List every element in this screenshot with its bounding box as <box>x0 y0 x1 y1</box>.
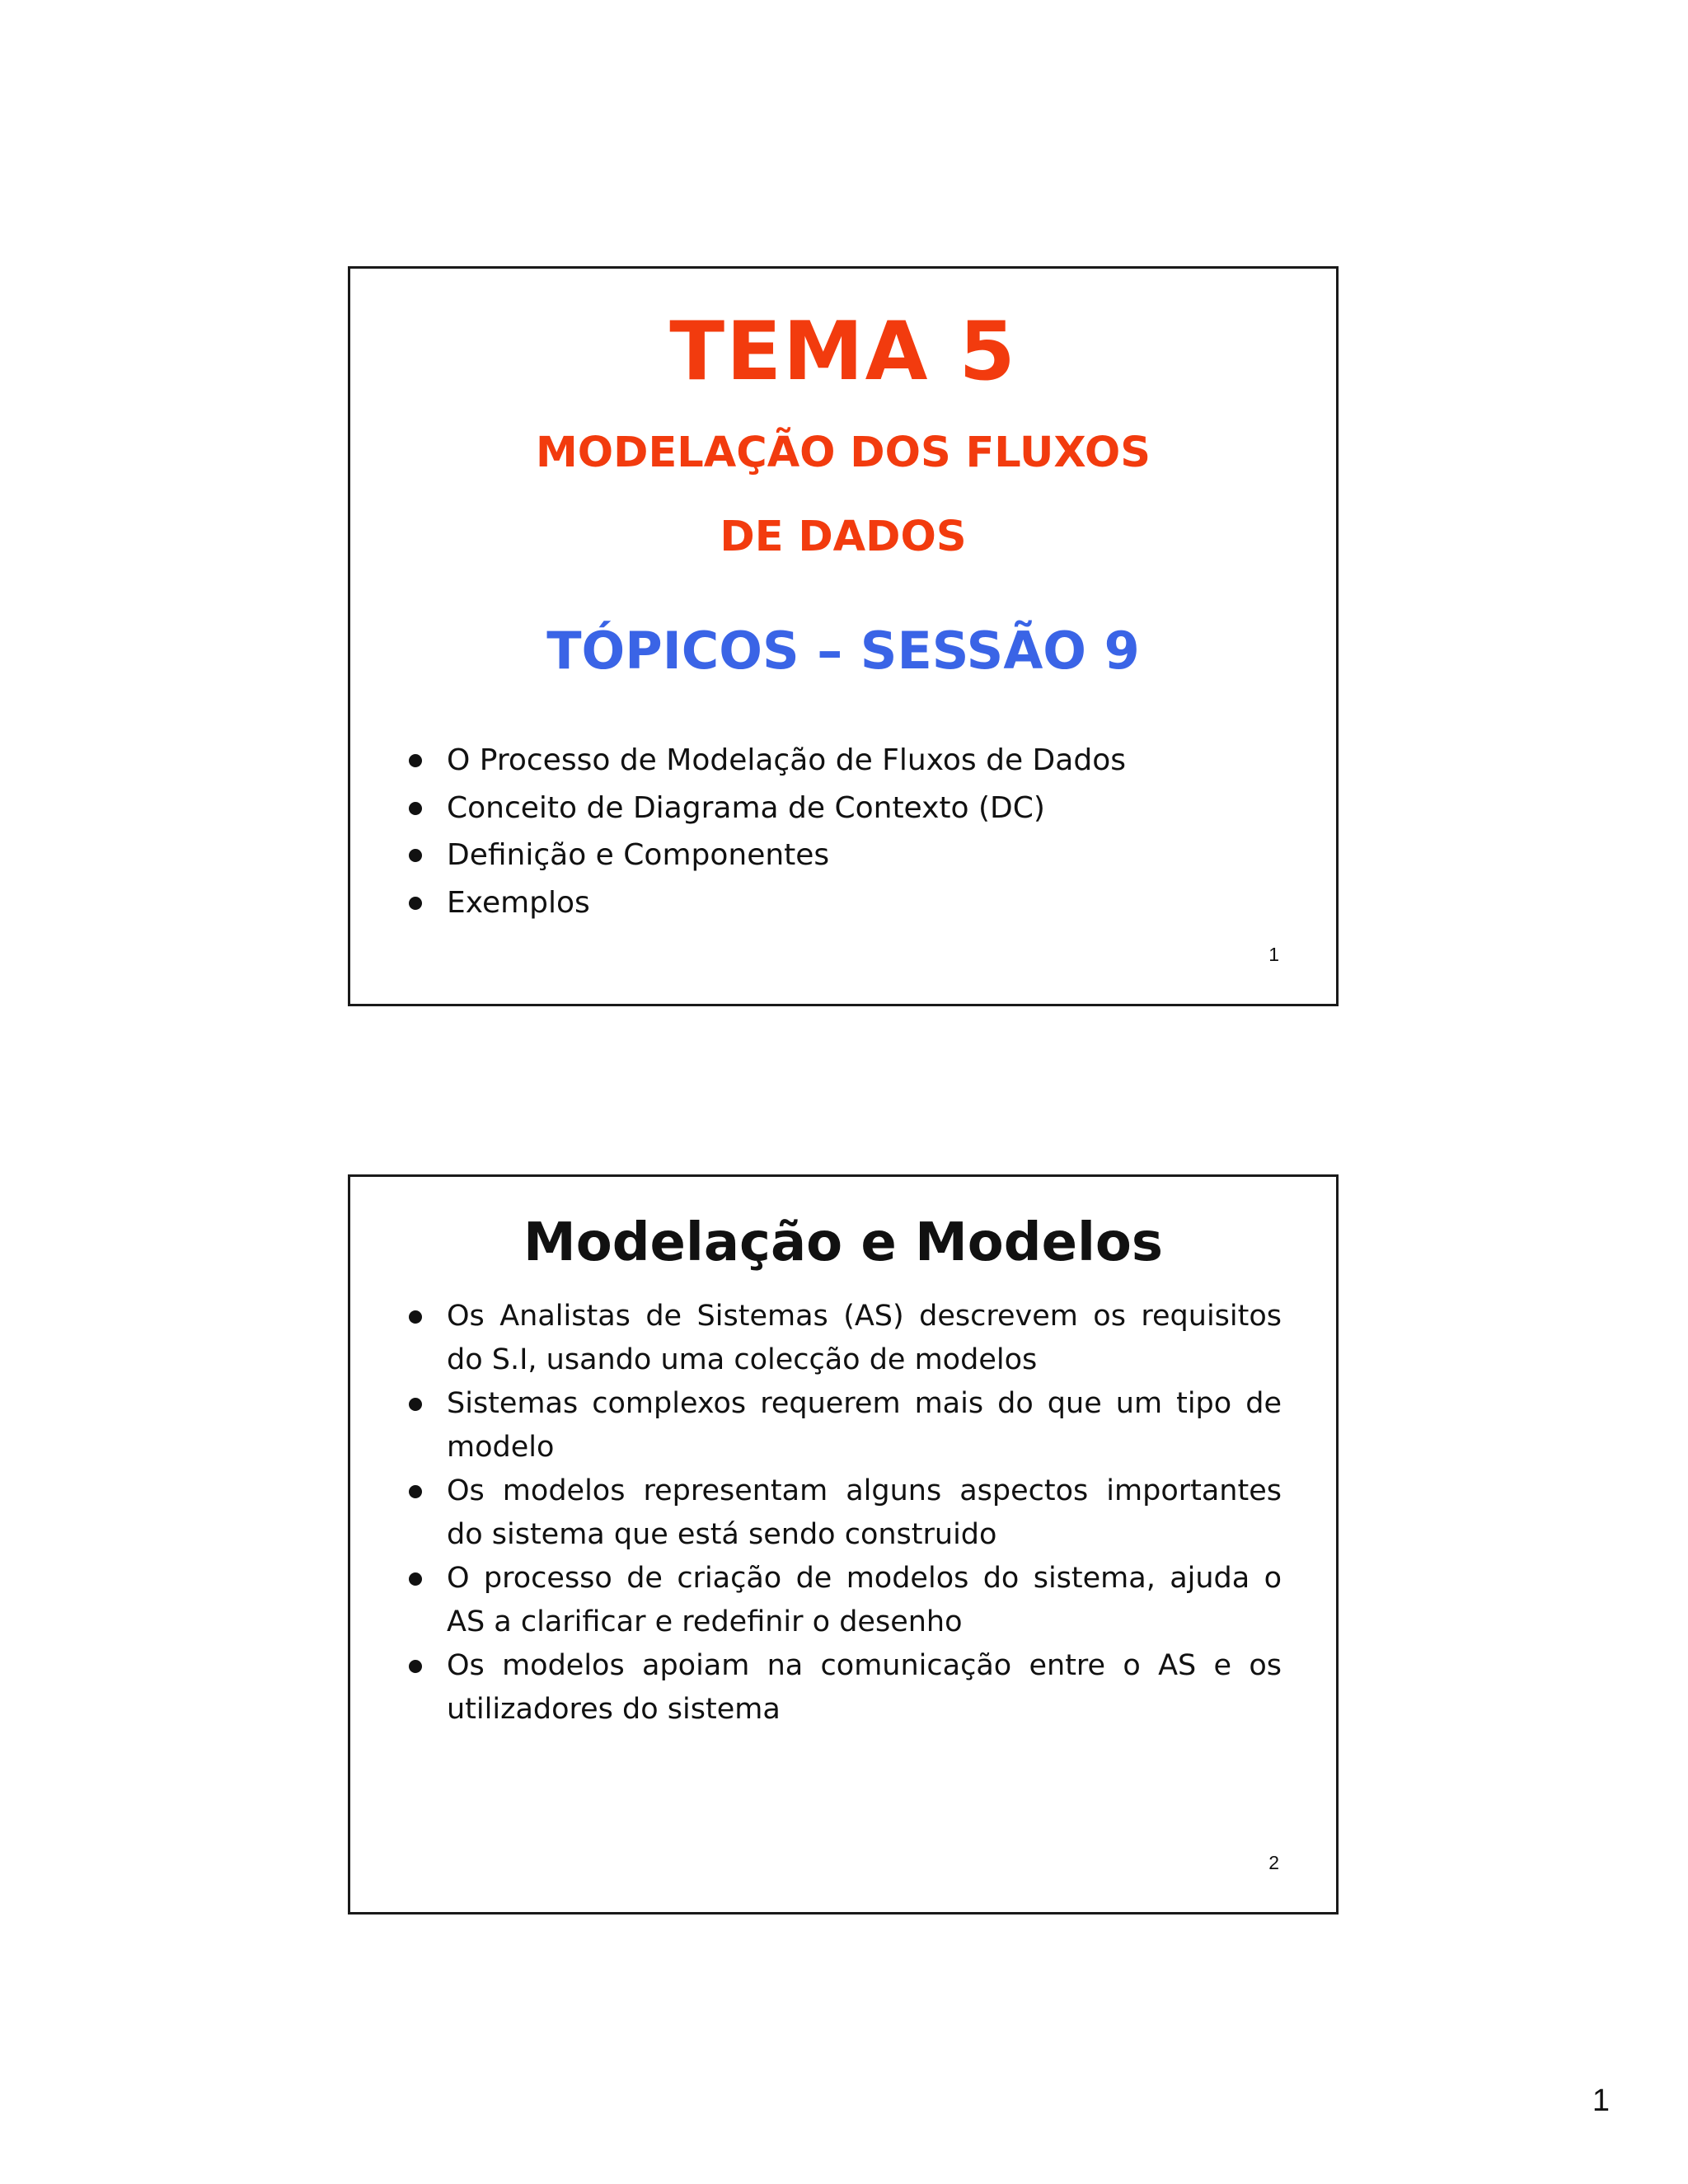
topics-list <box>350 737 1257 926</box>
slide-1 <box>348 266 1339 1006</box>
bullet-icon <box>409 1660 422 1673</box>
list-item <box>350 1469 1282 1557</box>
list-item <box>350 1644 1282 1732</box>
list-item-text: Os modelos apoiam na comunicação entre o AS e os utilizadores do sistema <box>447 1649 1282 1726</box>
bullet-icon <box>409 1310 422 1324</box>
list-item <box>350 1295 1282 1382</box>
slide-2 <box>348 1174 1339 1915</box>
list-item-text: Definição e Componentes <box>447 838 830 872</box>
list-item <box>350 785 1257 832</box>
slide-title: TEMA 5 <box>669 305 1017 399</box>
bullet-list <box>350 1295 1282 1732</box>
list-item-text: Os modelos representam alguns aspectos importantes do sistema que está sendo construido <box>447 1474 1282 1551</box>
bullet-icon <box>409 1572 422 1586</box>
list-item <box>350 879 1257 927</box>
slide-page-number: 1 <box>1268 944 1279 965</box>
list-item <box>350 1557 1282 1644</box>
slide-page-number: 2 <box>1268 1852 1279 1873</box>
bullet-icon <box>409 802 422 815</box>
bullet-icon <box>409 897 422 910</box>
list-item-text: Sistemas complexos requerem mais do que um tipo de modelo <box>447 1387 1282 1464</box>
list-item-text: O Processo de Modelação de Fluxos de Dados <box>447 743 1126 777</box>
list-item-text: O processo de criação de modelos do sistema, ajuda o AS a clarificar e redefinir o desenho <box>447 1562 1282 1638</box>
list-item-text: Conceito de Diagrama de Contexto (DC) <box>447 790 1045 825</box>
list-item-text: Exemplos <box>447 885 590 920</box>
list-item <box>350 737 1257 785</box>
bullet-icon <box>409 849 422 862</box>
list-item <box>350 832 1257 879</box>
list-item-text: Os Analistas de Sistemas (AS) descrevem os requisitos do S.I, usando uma colecção de modelos <box>447 1300 1282 1376</box>
bullet-icon <box>409 1398 422 1411</box>
bullet-icon <box>409 754 422 767</box>
list-item <box>350 1382 1282 1469</box>
slide-subtitle-line-1: MODELAÇÃO DOS FLUXOS <box>536 429 1151 477</box>
bullet-icon <box>409 1485 422 1498</box>
sheet-page-number: 1 <box>1592 2083 1610 2118</box>
topics-heading: TÓPICOS – SESSÃO 9 <box>546 621 1140 681</box>
slide-title: Modelação e Modelos <box>523 1212 1163 1273</box>
slide-subtitle-line-2: DE DADOS <box>720 513 967 561</box>
